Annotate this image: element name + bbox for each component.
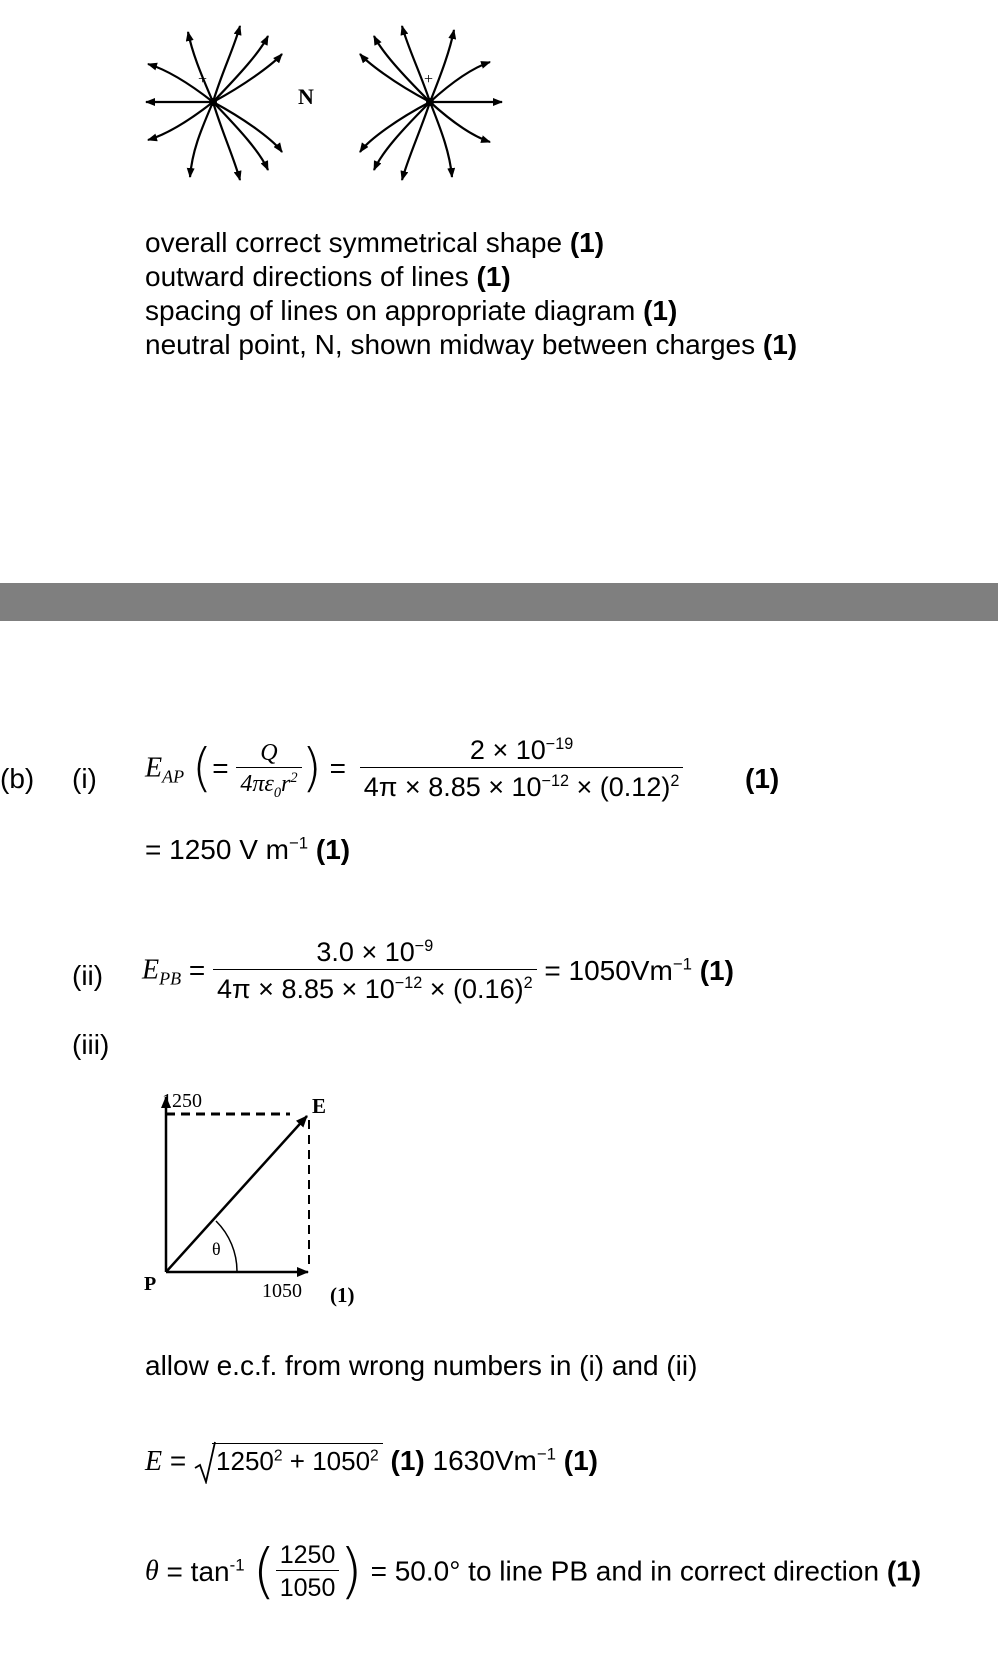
magnitude-result: $1630Vm^{-1}$ bbox=[424, 1444, 556, 1476]
angle-tan: = $\tan^{-1}$ bbox=[166, 1555, 245, 1587]
vector-mark: (1) bbox=[330, 1283, 355, 1307]
bottom-value-label: 1050 bbox=[262, 1280, 302, 1302]
coulomb-denominator: $4\pi\varepsilon_0r^2$ bbox=[236, 767, 301, 798]
e-pb-equals: = bbox=[188, 954, 206, 986]
field-lines-diagram bbox=[140, 12, 510, 192]
left-field-line bbox=[213, 102, 268, 170]
corner-e-label: E bbox=[312, 1094, 327, 1118]
criterion-line: spacing of lines on appropriate diagram (1) bbox=[145, 295, 678, 326]
vector-diagram bbox=[140, 1085, 380, 1315]
open-paren: ( bbox=[191, 738, 213, 799]
p-origin-label: P bbox=[144, 1273, 157, 1295]
right-field-line bbox=[360, 54, 430, 102]
part-b-iii-label: (iii) bbox=[72, 1029, 110, 1060]
criterion-line: neutral point, N, shown midway between charges (1) bbox=[145, 329, 798, 360]
magnitude-equation bbox=[145, 1440, 598, 1484]
magnitude-equals: = bbox=[169, 1445, 187, 1476]
magnitude-mark-2: (1) bbox=[563, 1445, 598, 1476]
coulomb-numerator: Q bbox=[260, 740, 278, 766]
coulomb-fraction bbox=[236, 739, 301, 801]
radicand: $1250^2 + 1050^2$ bbox=[212, 1443, 383, 1476]
b-i-mark: (1) bbox=[745, 763, 780, 794]
left-field-line bbox=[213, 26, 240, 102]
resultant-vector bbox=[166, 1116, 307, 1272]
angle-numerator: 1250 bbox=[279, 1541, 336, 1569]
e-ap-subscript: AP bbox=[162, 766, 185, 787]
neutral-point-label: N bbox=[298, 84, 314, 109]
ecf-note: allow e.c.f. from wrong numbers in (i) and (ii) bbox=[145, 1350, 698, 1381]
part-b-label: (b) bbox=[0, 763, 35, 794]
right-plus-label: + bbox=[424, 71, 434, 88]
e-ap-denominator: $4\pi \times 8.85 \times 10^{-12} \times (0.12)^2$ bbox=[360, 767, 684, 804]
angle-close-paren: ) bbox=[339, 1536, 363, 1607]
part-b-ii-label: (ii) bbox=[72, 960, 104, 991]
magnitude-mark-1: (1) bbox=[390, 1445, 425, 1476]
left-field-line bbox=[213, 102, 240, 180]
close-paren: ) bbox=[301, 738, 322, 799]
e-pb-symbol: E bbox=[142, 954, 160, 986]
section-divider bbox=[0, 583, 998, 621]
angle-fraction bbox=[276, 1540, 340, 1603]
e-ap-numerator: $2 \times 10^{-19}$ bbox=[469, 735, 574, 765]
criterion-line: outward directions of lines (1) bbox=[145, 261, 511, 292]
right-field-line bbox=[402, 102, 430, 180]
angle-lhs: θ bbox=[145, 1555, 159, 1587]
right-field-line bbox=[374, 36, 430, 102]
top-value-label: 1250 bbox=[162, 1090, 202, 1112]
left-plus-label: + bbox=[198, 71, 208, 88]
e-pb-numerator: $3.0 \times 10^{-9}$ bbox=[316, 937, 434, 967]
left-field-line bbox=[213, 54, 282, 102]
angle-equation bbox=[145, 1536, 922, 1607]
right-field-line bbox=[430, 62, 490, 102]
e-pb-subscript: PB bbox=[159, 968, 182, 989]
e-pb-denominator: $4\pi \times 8.85 \times 10^{-12} \times (0.16)^2$ bbox=[213, 969, 537, 1006]
left-field-line bbox=[148, 102, 213, 140]
equation-e-pb bbox=[142, 935, 734, 1006]
left-field-line bbox=[190, 102, 213, 177]
angle-denominator: 1050 bbox=[276, 1570, 340, 1603]
theta-label: θ bbox=[212, 1239, 221, 1259]
e-pb-result: = $1050Vm^{-1}$ (1) bbox=[544, 954, 734, 986]
left-charge bbox=[209, 98, 217, 106]
left-field-line bbox=[213, 102, 282, 152]
right-field-line bbox=[374, 102, 430, 170]
right-field-line bbox=[402, 26, 430, 102]
criteria-list bbox=[145, 226, 797, 362]
e-ap-result: = 1250 V $m^{-1}$ (1) bbox=[145, 833, 351, 865]
right-charge bbox=[426, 98, 434, 106]
left-field-line bbox=[213, 36, 268, 102]
criterion-line: overall correct symmetrical shape (1) bbox=[145, 227, 605, 258]
angle-open-paren: ( bbox=[252, 1536, 276, 1607]
e-pb-value-fraction bbox=[213, 935, 537, 1006]
outer-equals: = bbox=[329, 752, 346, 784]
angle-result: = 50.0° to line PB and in correct direction (1) bbox=[370, 1555, 922, 1587]
inner-equals: = bbox=[212, 752, 229, 784]
right-field-line bbox=[430, 102, 452, 177]
right-field-line bbox=[360, 102, 430, 152]
magnitude-lhs: E bbox=[145, 1446, 163, 1477]
equation-e-ap bbox=[145, 733, 683, 804]
part-b-i-label: (i) bbox=[72, 763, 97, 794]
e-ap-value-fraction bbox=[360, 733, 684, 804]
e-ap-symbol: E bbox=[145, 752, 163, 784]
right-field-line bbox=[430, 102, 490, 142]
